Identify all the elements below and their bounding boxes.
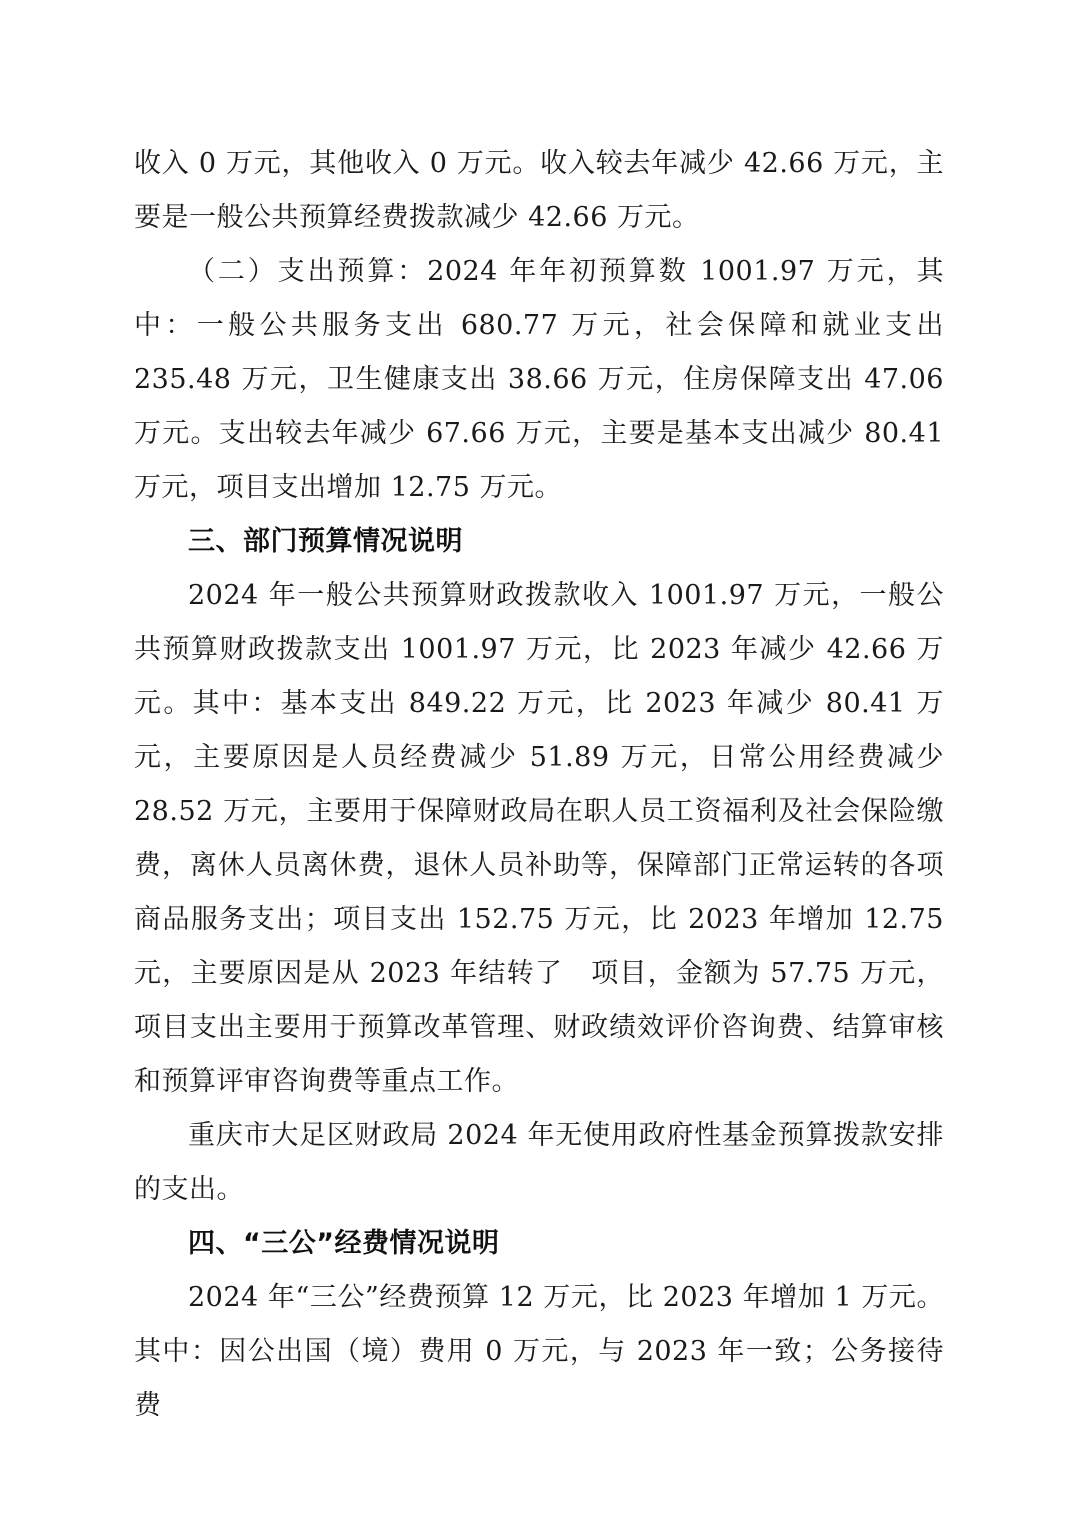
- paragraph-three-public-expenses: 2024 年“三公”经费预算 12 万元，比 2023 年增加 1 万元。其中：因公出国（境）费用 0 万元，与 2023 年一致；公务接待费: [134, 1282, 944, 1421]
- document-body: [134, 137, 944, 1433]
- section-heading-three-public: 四、“三公”经费情况说明: [188, 1228, 500, 1259]
- paragraph-expenditure-budget: （二）支出预算：2024 年年初预算数 1001.97 万元，其中：一般公共服务支出 680.77 万元，社会保障和就业支出 235.48 万元，卫生健康支出 38.66 万元，住房保障支出 47.06 万元。支出较去年减少 67.66 万元，主要是基本支出减少 80.41 万元，项目支出增加 12.75 万元。: [134, 256, 944, 503]
- section-heading-department-budget: 三、部门预算情况说明: [188, 526, 463, 557]
- paragraph-general-budget: 2024 年一般公共预算财政拨款收入 1001.97 万元，一般公共预算财政拨款支出 1001.97 万元，比 2023 年减少 42.66 万元。其中：基本支出 849.22 万元，比 2023 年减少 80.41 万元，主要原因是人员经费减少 51.89 万元，日常公用经费减少 28.52 万元，主要用于保障财政局在职人员工资福利及社会保险缴费，离休人员离休费，退休人员补助等，保障部门正常运转的各项商品服务支出；项目支出 152.75 万元，比 2023 年增加 12.75 元，主要原因是从 2023 年结转了 项目，金额为 57.75 万元，项目支出主要用于预算改革管理、财政绩效评价咨询费、结算审核和预算评审咨询费等重点工作。: [134, 580, 944, 1097]
- paragraph-government-fund: 重庆市大足区财政局 2024 年无使用政府性基金预算拨款安排的支出。: [134, 1120, 944, 1205]
- paragraph-income-tail: 收入 0 万元，其他收入 0 万元。收入较去年减少 42.66 万元，主要是一般公共预算经费拨款减少 42.66 万元。: [134, 148, 944, 233]
